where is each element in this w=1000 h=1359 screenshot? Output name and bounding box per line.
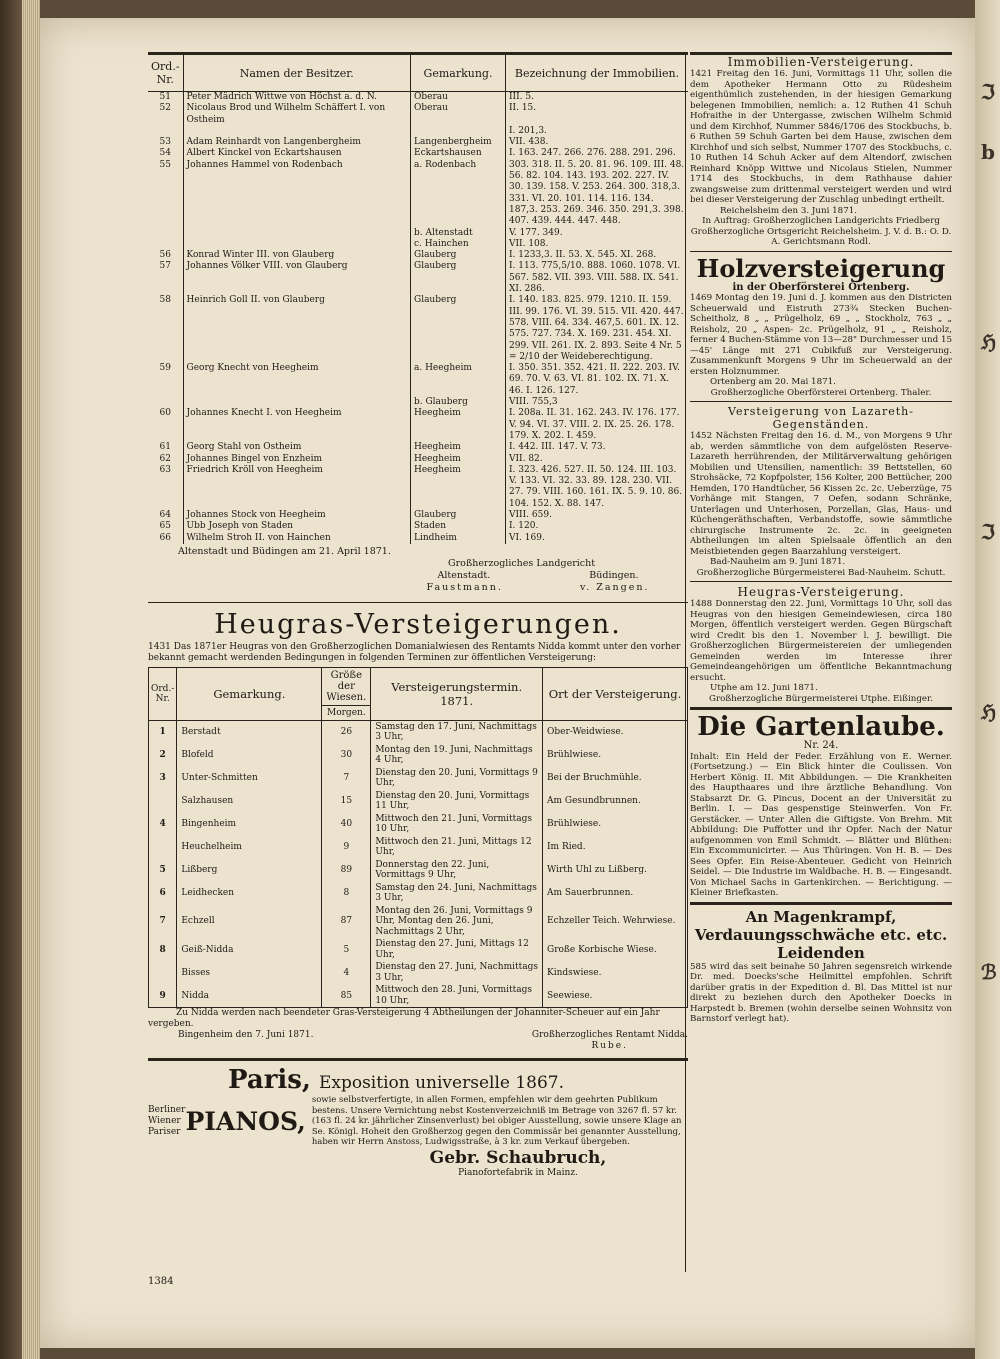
heugras-m: 15 (322, 790, 371, 813)
owner-name: Ubb Joseph von Staden (183, 521, 410, 532)
owner-gem: Glauberg (411, 261, 506, 295)
magenkrampf-title: An Magenkrampf, Verdauungsschwäche etc. etc. Leidenden (694, 907, 948, 962)
heugras-o: Ober-Weidwiese. (543, 720, 688, 744)
owner-nr (148, 228, 183, 239)
immo-date: Reichelsheim den 3. Juni 1871. (720, 205, 858, 216)
heugras-gem: Echzell (177, 905, 322, 939)
owner-nr: 60 (148, 408, 183, 442)
owner-name: Wilhelm Stroh II. von Hainchen (183, 533, 410, 544)
owner-name: Johannes Bingel von Enzheim (183, 454, 410, 465)
gartenlaube-title: Die Gartenlaube. (697, 712, 945, 742)
col-ordnr: Ord.-Nr. (148, 55, 183, 92)
owner-bez: I. 323. 426. 527. II. 50. 124. III. 103. V. 133. VI. 32. 33. 89. 128. 230. VII. 27. 79. VIII. 160. 161. IX. 5. 9. 10. 86. 104. 152. X. 88. 147. (509, 464, 683, 509)
owner-gem: Heegheim (411, 454, 506, 465)
owner-row (148, 465, 688, 510)
heugras-row (149, 767, 688, 790)
laz-date: Bad-Nauheim am 9. Juni 1871. (710, 557, 846, 567)
owner-row (148, 408, 688, 442)
owner-gem: Heegheim (411, 465, 506, 510)
owner-row (148, 363, 688, 397)
heugras-o: Wirth Uhl zu Lißberg. (543, 859, 688, 882)
heugras-gem: Blofeld (177, 744, 322, 767)
heugras-o: Brühlwiese. (543, 744, 688, 767)
heugras-o: Brühlwiese. (543, 813, 688, 836)
owner-row (148, 137, 688, 148)
owners-authority: Großherzogliches Landgericht (448, 557, 596, 569)
heugras-nr: 8 (149, 938, 177, 961)
heugras-o: Am Sauerbrunnen. (543, 882, 688, 905)
newspaper-page (40, 18, 975, 1348)
page-number: 1384 (148, 1276, 174, 1287)
paris-firm-sub: Pianofortefabrik in Mainz. (458, 1167, 578, 1178)
heugras-m: 30 (322, 744, 371, 767)
page-edge (22, 0, 40, 1359)
owner-bez: I. 120. (509, 521, 539, 532)
owner-gem: b. Altenstadt (411, 228, 506, 239)
owner-bez: I. 140. 183. 825. 979. 1210. II. 159. III. 99. 176. VI. 39. 515. VII. 420. 447. 578. VIII. 64. 334. 467,5. 601. IX. 12. 575. 727. 734. X. 169. 231. 454. XI. 299. VII. 261. IX. 2. 893. Seite 4 Nr. 5 = 2/10 der Weideberechtigung. (509, 295, 684, 362)
column-divider (685, 52, 686, 1272)
owner-name: Georg Stahl von Ostheim (183, 442, 410, 453)
owner-nr: 52 (148, 103, 183, 126)
owner-nr: 54 (148, 148, 183, 159)
heugras-gem: Geiß-Nidda (177, 938, 322, 961)
owners-sig2: v. Zangen. (579, 581, 650, 593)
hg-right-sig: Großherzogliche Bürgermeisterei Utphe. Eißinger. (709, 693, 933, 704)
owner-nr: 61 (148, 442, 183, 453)
owner-gem: a. Rodenbach (411, 160, 506, 228)
owner-bez: I. 208a. II. 31. 162. 243. IV. 176. 177. V. 94. VI. 37. VIII. 2. IX. 25. 26. 178. 179. X. 202. I. 459. (509, 408, 680, 441)
owners-loc2: Büdingen. (589, 569, 639, 581)
owner-row (148, 160, 688, 228)
immo-sig: In Auftrag: Großherzoglichen Landgerichts Friedberg Großherzogliche Ortsgericht Reichelsheim. J. V. d. B.: O. D. A. Gerichtsmann Rodl. (690, 216, 952, 247)
owner-bez: VII. 438. (509, 137, 549, 148)
heugras-m: 40 (322, 813, 371, 836)
col-names: Namen der Besitzer. (183, 55, 410, 92)
holz-title: Holzversteigerung (696, 253, 946, 283)
owner-name: Adam Reinhardt von Langenbergheim (183, 137, 410, 148)
heugras-gem: Leidhecken (177, 882, 322, 905)
owner-nr: 55 (148, 160, 183, 228)
owner-bez: I. 442. III. 147. V. 73. (509, 442, 606, 453)
owner-name (183, 126, 410, 137)
hg-col-unit: Morgen. (322, 705, 371, 720)
owner-gem (411, 126, 506, 137)
owner-row (148, 92, 688, 104)
owner-gem: Staden (411, 521, 506, 532)
heugras-nr: 7 (149, 905, 177, 939)
owner-row (148, 295, 688, 363)
owner-name: Peter Mädrich Wittwe von Höchst a. d. N. (183, 92, 410, 104)
owner-gem: b. Glauberg (411, 397, 506, 408)
owner-row (148, 454, 688, 465)
owner-name: Johannes Völker VIII. von Glauberg (183, 261, 410, 295)
owner-gem: Glauberg (411, 250, 506, 261)
owner-nr: 53 (148, 137, 183, 148)
heugras-gem: Unter-Schmitten (177, 767, 322, 790)
heugras-m: 85 (322, 984, 371, 1007)
owner-name: Friedrich Kröll von Heegheim (183, 465, 410, 510)
owner-nr (148, 239, 183, 250)
heugras-t: Mittwoch den 21. Juni, Mittags 12 Uhr, (371, 836, 543, 859)
book-binding (0, 0, 22, 1359)
holz-text: 1469 Montag den 19. Juni d. J. kommen aus den Districten Scheuerwald und Eistruth 273¾ Stecken Buchen-Scheitholz, 8 „ „ Prügelholz, 69 „ „ Stockholz, 763 „ „ Reisholz, 20 „ Aspen- 2c. Prügelholz, 91 „ „ Reisholz, ferner 4 Buchen-Stämme von 13—28" Durchmesser und 15—45' Länge mit 271 Cubikfuß zur Versteigerung. Zusammenkunft Morgens 9 Uhr im Scheuerwald an der ersten Holznummer. (690, 293, 952, 377)
owner-nr (148, 126, 183, 137)
heugras-nr: 9 (149, 984, 177, 1007)
hg-col-nr: Ord.-Nr. (149, 667, 177, 720)
heugras-nr (149, 790, 177, 813)
owner-gem: c. Hainchen (411, 239, 506, 250)
heugras-row (149, 836, 688, 859)
heugras-date: Bingenheim den 7. Juni 1871. (178, 1030, 314, 1041)
owner-bez: 303. 318. II. 5. 20. 81. 96. 109. III. 48. 56. 82. 104. 143. 193. 202. 227. IV. 30. 139. 158. V. 253. 264. 300. 318,3. 331. VI. 20. 101. 114. 116. 134. 187,3. 253. 269. 346. 350. 291,3. 398. 407. 439. 444. 447. 448. (509, 159, 685, 227)
owner-bez: I. 163. 247. 266. 276. 288. 291. 296. (509, 148, 676, 159)
paris-ad (148, 1058, 688, 1178)
hg-col-size: Größe der Wiesen. (322, 667, 371, 705)
heugras-o: Am Gesundbrunnen. (543, 790, 688, 813)
holz-sig: Großherzogliche Oberförsterei Ortenberg. Thaler. (710, 387, 932, 398)
heugras-t: Dienstag den 20. Juni, Vormittags 9 Uhr, (371, 767, 543, 790)
laz-title: Versteigerung von Lazareth-Gegenständen. (728, 405, 914, 431)
owner-name: Johannes Hammel von Rodenbach (183, 160, 410, 228)
magenkrampf-text: 585 wird das seit beinahe 50 Jahren segensreich wirkende Dr. med. Doecks'sche Heilmittel empfohlen. Schrift darüber gratis in der Expedition d. Bl. Das Mittel ist nur direkt zu beziehen durch den Apotheker Doecks in Harpstedt b. Bremen (wohin derselbe seinen Wohnsitz von Barnstorf verlegt hat). (690, 961, 952, 1024)
right-column (690, 52, 952, 1025)
owner-gem: a. Heegheim (411, 363, 506, 397)
paris-text: sowie selbstverfertigte, in allen Formen, empfehlen wir dem geehrten Publikum bestens. Unsere Vernichtung nebst Kostenverzeichniß im Betrage von 3267 fl. 57 kr. (163 fl. 24 kr. jährlicher Zinsenverlust) bei obiger Ausstellung, sowie unsere Klage an Se. Königl. Hoheit den Großherzog gegen den Commissär bei genannter Ausstellung, haben wir Herrn Anstoss, Ludwigsstraße, à 3 kr. zum Verkauf übergeben. (311, 1095, 682, 1148)
owner-row (148, 103, 688, 126)
owner-name: Johannes Knecht I. von Heegheim (183, 408, 410, 442)
owner-row (148, 510, 688, 521)
owner-gem: Heegheim (411, 408, 506, 442)
hg-col-gem: Gemarkung. (177, 667, 322, 720)
owner-name: Konrad Winter III. von Glauberg (183, 250, 410, 261)
hg-col-termin: Versteigerungstermin. 1871. (371, 667, 543, 720)
heugras-row (149, 859, 688, 882)
heugras-t: Montag den 26. Juni, Vormittags 9 Uhr, Montag den 26. Juni, Nachmittags 2 Uhr, (371, 905, 543, 939)
heugras-t: Mittwoch den 28. Juni, Vormittags 10 Uhr, (371, 984, 543, 1007)
heugras-nr: 4 (149, 813, 177, 836)
heugras-intro: 1431 Das 1871er Heugras von den Großherzoglichen Domanialwiesen des Rentamts Nidda kommt unter den vorher bekannt gemacht werdenden Bedingungen in folgenden Terminen zur öffentlichen Versteigerung: (148, 641, 681, 663)
owner-row (148, 442, 688, 453)
heugras-gem: Berstadt (177, 720, 322, 744)
owner-nr: 57 (148, 261, 183, 295)
heugras-t: Dienstag den 27. Juni, Mittags 12 Uhr, (371, 938, 543, 961)
hg-right-title: Heugras-Versteigerung. (737, 585, 905, 599)
owner-bez: V. 177. 349. (509, 227, 563, 238)
heugras-m: 5 (322, 938, 371, 961)
heugras-m: 26 (322, 720, 371, 744)
heugras-t: Samstag den 24. Juni, Nachmittags 3 Uhr, (371, 882, 543, 905)
heugras-row (149, 744, 688, 767)
holz-sub: in der Oberförsterei Ortenberg. (732, 281, 910, 293)
paris-left: Berliner Wiener Pariser (148, 1105, 186, 1138)
heugras-authority: Großherzogliches Rentamt Nidda. (531, 1030, 688, 1041)
heugras-o: Seewiese. (543, 984, 688, 1007)
heugras-row (149, 882, 688, 905)
owner-gem: Heegheim (411, 442, 506, 453)
heugras-o: Echzeller Teich. Wehrwiese. (543, 905, 688, 939)
heugras-nr (149, 961, 177, 984)
heugras-row (149, 720, 688, 744)
col-gemarkung: Gemarkung. (411, 55, 506, 92)
owner-row (148, 228, 688, 239)
owner-name (183, 239, 410, 250)
owner-bez: I. 201,3. (509, 125, 547, 136)
laz-text: 1452 Nächsten Freitag den 16. d. M., von Morgens 9 Uhr ab, werden sämmtliche von dem aufgelösten Reserve-Lazareth herrührenden, der Militärverwaltung gehörigen Mobilien und Utensilien, namentlich: 39 Bettstellen, 60 Strohsäcke, 72 Kopfpolster, 156 Kolter, 200 Bettücher, 200 Hemden, 170 Handtücher, 56 Kissen 2c. 2c. Ueberzüge, 75 Vorhänge mit Stangen, 7 Oefen, sodann Schränke, Unterlagen und Unterhosen, Porzellan, Glas, Haus- und Küchengeräthschaften, Verbandstoffe, sowie sämmtliche chirurgische Instrumente 2c. 2c. in geeigneten Abtheilungen im alten Spielsaale öffentlich an den Meistbietenden gegen Baarzahlung versteigert. (690, 431, 952, 557)
owner-bez: III. 5. (509, 92, 534, 102)
owner-bez: II. 15. (509, 103, 537, 114)
heugras-body (149, 720, 688, 1007)
gartenlaube-text: Inhalt: Ein Held der Feder. Erzählung von E. Werner. (Fortsetzung.) — Ein Blick hinter die Coulissen. Von Herbert König. II. Mit Abbildungen. — Die Krankheiten des Haupthaares und ihre ärztliche Behandlung. Von Stabsarzt Dr. G. Pincus, Docent an der Universität zu Berlin. I. — Das gespenstige Steinwerfen. Von Fr. Gerstäcker. — Unter Allen die Giftigste. Von Brehm. Mit Abbildung: Die Puffotter und ihr Opfer. Nach der Natur aufgenommen von Emil Schmidt. — Blätter und Blüthen: Ein Excommunicirter. — Aus Thüringen. Von H. B. — Des Sees Opfer. Ein Reise-Abenteuer. Gedicht von Heinrich Seidel. — Die Industrie im Waldbache. H. B. — Eingesandt. Von Michael Sachs in Gartenkirchen. — Berichtigung. — Kleiner Briefkasten. (690, 751, 952, 898)
heugras-nr: 5 (149, 859, 177, 882)
heugras-row (149, 790, 688, 813)
paris-pianos: PIANOS, (185, 1107, 306, 1137)
owner-name (183, 397, 410, 408)
heugras-o: Bei der Bruchmühle. (543, 767, 688, 790)
owner-row (148, 126, 688, 137)
heugras-o: Große Korbische Wiese. (543, 938, 688, 961)
heugras-row (149, 905, 688, 939)
owner-gem: Oberau (411, 92, 506, 104)
paris-subtitle: Exposition universelle 1867. (318, 1073, 565, 1094)
heugras-gem: Bingenheim (177, 813, 322, 836)
owner-nr: 63 (148, 465, 183, 510)
col-immobilien: Bezeichnung der Immobilien. (506, 55, 689, 92)
immo-text: 1421 Freitag den 16. Juni, Vormittags 11 Uhr, sollen die dem Apotheker Hermann Otto zu Rüdesheim eigenthümlich zustehenden, in der hiesigen Gemarkung belegenen Immobilien, nemlich: a. 12 Ruthen 41 Schuh Hofraithe in der Untergasse, zwischen Wilhelm Schmid und dem Kirchhof, Nummer 5846/1706 des Stockbuchs, b. 6 Ruthen 59 Schuh Garten bei dem Hause, zwischen dem Kirchhof und sich selbst, Nummer 1707 des Stockbuchs, c. 10 Ruthen 14 Schuh Acker auf dem Altendorf, zwischen Reinhard Knöpp Wittwe und Nicolaus Stielen, Nummer 1714 des Stockbuchs, in dem Rathhause dahier zwangsweise zum drittenmal versteigert werden und wird bei dieser Versteigerung der Zuschlag unbedingt ertheilt. (690, 69, 952, 205)
owner-nr (148, 397, 183, 408)
owners-loc1: Altenstadt. (437, 569, 491, 581)
owner-name: Albert Kinckel von Eckartshausen (183, 148, 410, 159)
heugras-m: 7 (322, 767, 371, 790)
heugras-m: 8 (322, 882, 371, 905)
paris-title: Paris, (228, 1065, 311, 1096)
heugras-footer-text: Zu Nidda werden nach beendeter Gras-Versteigerung 4 Abtheilungen der Johanniter-Scheuer auf ein Jahr vergeben. (148, 1008, 660, 1030)
heugras-m: 89 (322, 859, 371, 882)
hg-right-text: 1488 Donnerstag den 22. Juni, Vormittags 10 Uhr, soll das Heugras von den hiesigen Gemeindewiesen, circa 180 Morgen, öffentlich versteigert werden. Gegen Bürgschaft wird Credit bis den 1. November l. J. bewilligt. Die Großherzoglichen Bürgermeistereien der umliegenden Gemeinden werden im Interesse ihrer Gemeindeangehörigen um öffentliche Bekanntmachung ersucht. (690, 599, 952, 683)
heugras-t: Donnerstag den 22. Juni, Vormittags 9 Uhr, (371, 859, 543, 882)
owner-nr: 65 (148, 521, 183, 532)
owner-name: Nicolaus Brod und Wilhelm Schäffert I. von Ostheim (183, 103, 410, 126)
heugras-gem: Salzhausen (177, 790, 322, 813)
owner-row (148, 533, 688, 544)
heugras-m: 9 (322, 836, 371, 859)
heugras-row (149, 984, 688, 1007)
heugras-t: Mittwoch den 21. Juni, Vormittags 10 Uhr, (371, 813, 543, 836)
owner-bez: VI. 169. (509, 532, 545, 543)
owner-bez: I. 113. 775,5/10. 888. 1060. 1078. VI. 567. 582. VII. 393. VIII. 588. IX. 541. XI. 286. (509, 261, 681, 295)
hg-right-date: Utphe am 12. Juni 1871. (710, 683, 818, 693)
owner-bez: VII. 82. (509, 453, 543, 464)
owner-row (148, 250, 688, 261)
owner-bez: VII. 108. (509, 238, 549, 249)
owner-row (148, 261, 688, 295)
owner-name: Johannes Stock von Heegheim (183, 510, 410, 521)
owners-body (148, 92, 688, 544)
owner-name: Georg Knecht von Heegheim (183, 363, 410, 397)
owner-bez: I. 1233,3. II. 53. X. 545. XI. 268. (509, 250, 657, 261)
holz-date: Ortenberg am 20. Mai 1871. (710, 377, 836, 387)
gartenlaube-nr: Nr. 24. (803, 740, 839, 751)
next-page-edge: ℑ b ℌ ℑ ℌ ℬ (975, 0, 1000, 1359)
owner-name (183, 228, 410, 239)
owner-nr: 62 (148, 454, 183, 465)
owner-gem: Langenbergheim (411, 137, 506, 148)
owner-row (148, 521, 688, 532)
heugras-sig: Rube. (591, 1041, 628, 1052)
heugras-table (148, 667, 688, 1008)
heugras-m: 4 (322, 961, 371, 984)
hg-col-ort: Ort der Versteigerung. (543, 667, 688, 720)
heugras-nr: 3 (149, 767, 177, 790)
owner-row (148, 397, 688, 408)
owner-nr: 56 (148, 250, 183, 261)
owners-signature (148, 546, 688, 594)
immo-title: Immobilien-Versteigerung. (727, 55, 915, 69)
owner-gem: Glauberg (411, 295, 506, 363)
owner-bez: VIII. 755,3 (509, 397, 558, 408)
owners-table (148, 55, 688, 544)
heugras-title: Heugras-Versteigerungen. (148, 602, 688, 640)
owners-sig1: Faustmann. (426, 581, 503, 593)
heugras-row (149, 813, 688, 836)
heugras-t: Samstag den 17. Juni, Nachmittags 3 Uhr, (371, 720, 543, 744)
heugras-row (149, 938, 688, 961)
heugras-gem: Bisses (177, 961, 322, 984)
heugras-o: Kindswiese. (543, 961, 688, 984)
left-column (148, 52, 688, 1178)
heugras-o: Im Ried. (543, 836, 688, 859)
owner-nr: 59 (148, 363, 183, 397)
heugras-gem: Lißberg (177, 859, 322, 882)
owner-nr: 51 (148, 92, 183, 104)
owner-gem: Oberau (411, 103, 506, 126)
owner-nr: 64 (148, 510, 183, 521)
heugras-t: Dienstag den 27. Juni, Nachmittags 3 Uhr, (371, 961, 543, 984)
paris-firm: Gebr. Schaubruch, (429, 1147, 607, 1168)
owner-bez: I. 350. 351. 352. 421. II. 222. 203. IV. 69. 70. V. 63. VI. 81. 102. IX. 71. X. 46. I. 126. 127. (509, 363, 680, 396)
heugras-nr: 6 (149, 882, 177, 905)
heugras-footer (148, 1008, 688, 1052)
heugras-row (149, 961, 688, 984)
heugras-m: 87 (322, 905, 371, 939)
owner-gem: Glauberg (411, 510, 506, 521)
heugras-t: Dienstag den 20. Juni, Vormittags 11 Uhr, (371, 790, 543, 813)
heugras-nr: 2 (149, 744, 177, 767)
heugras-gem: Nidda (177, 984, 322, 1007)
owner-row (148, 148, 688, 159)
laz-sig: Großherzogliche Bürgermeisterei Bad-Nauheim. Schutt. (696, 567, 946, 578)
owner-name: Heinrich Goll II. von Glauberg (183, 295, 410, 363)
owner-row (148, 239, 688, 250)
heugras-nr: 1 (149, 720, 177, 744)
owner-nr: 66 (148, 533, 183, 544)
owner-bez: VIII. 659. (509, 509, 552, 520)
heugras-t: Montag den 19. Juni, Nachmittags 4 Uhr, (371, 744, 543, 767)
owner-nr: 58 (148, 295, 183, 363)
heugras-gem: Heuchelheim (177, 836, 322, 859)
heugras-nr (149, 836, 177, 859)
owner-gem: Eckartshausen (411, 148, 506, 159)
owners-place-date: Altenstadt und Büdingen am 21. April 1871. (178, 545, 391, 557)
owner-gem: Lindheim (411, 533, 506, 544)
